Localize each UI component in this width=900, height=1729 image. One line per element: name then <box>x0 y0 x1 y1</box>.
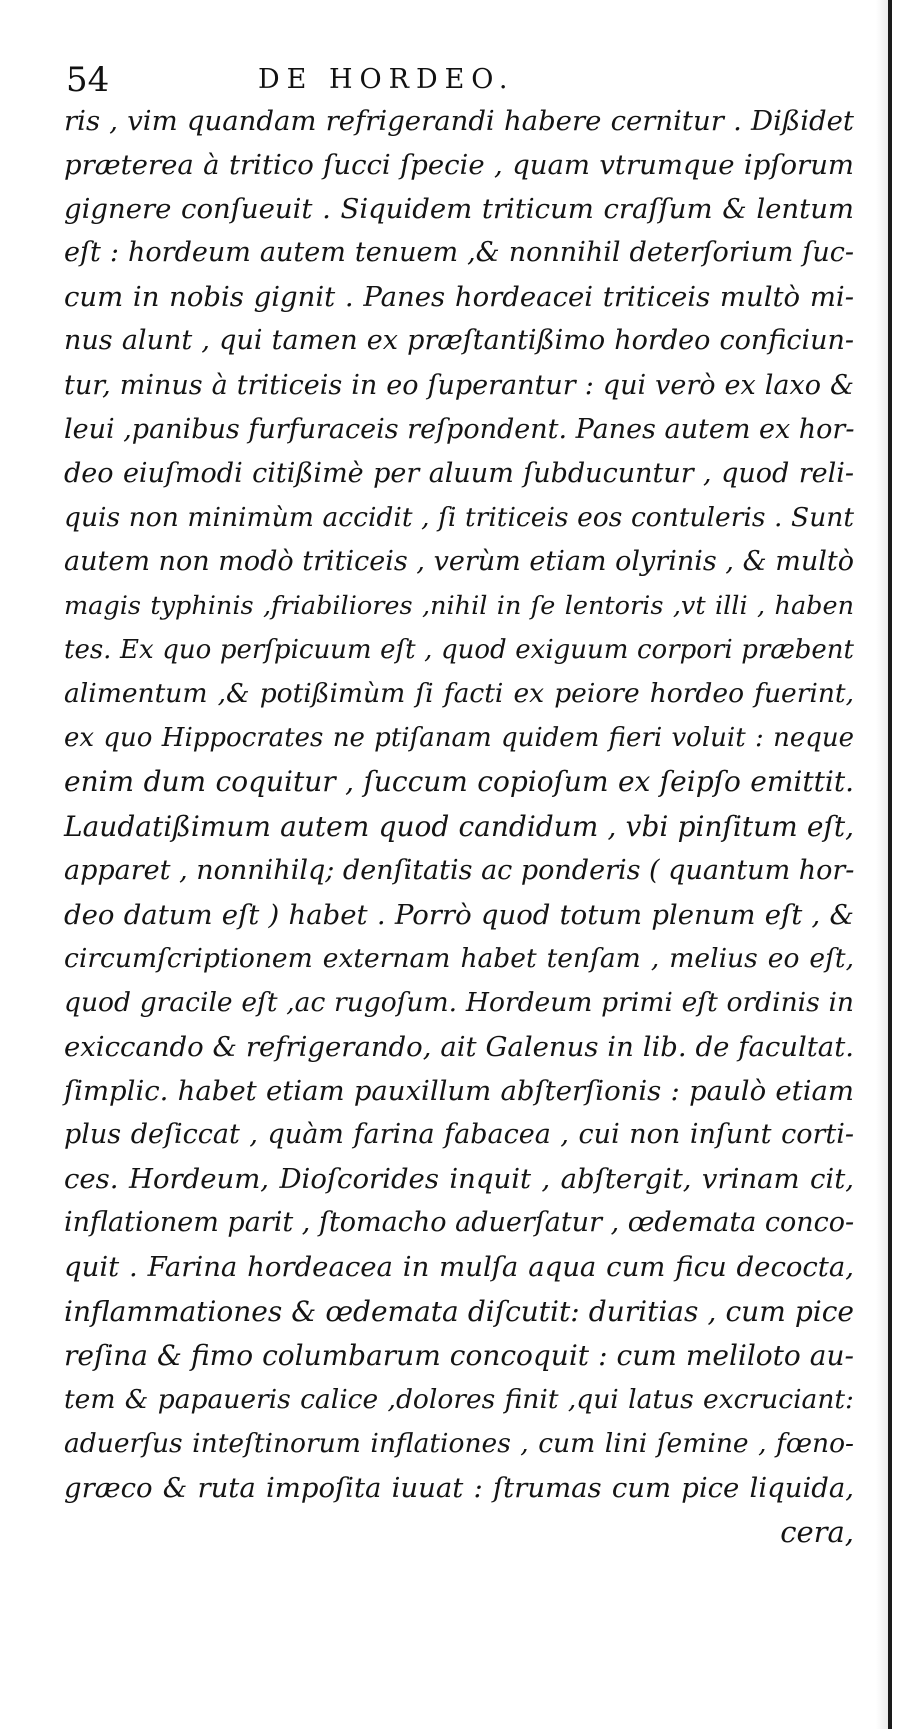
catchword: cera, <box>780 1515 854 1549</box>
text-line: deo eiuſmodi citißimè per aluum ſubducuntur , quod reli- <box>64 457 854 489</box>
text-line: inflammationes & œdemata diſcutit: duritias , cum pice <box>64 1294 854 1328</box>
text-line: deo datum eſt ) habet . Porrò quod totum plenum eſt , & <box>64 898 854 931</box>
page-header <box>66 58 866 102</box>
text-line: apparet , nonnihilq; denſitatis ac ponderis ( quantum hor- <box>64 854 855 886</box>
text-line: nus alunt , qui tamen ex præſtantißimo hordeo conficiun- <box>64 325 854 357</box>
text-line: quit . Farina hordeacea in mulſa aqua cum ficu decocta, <box>64 1251 854 1284</box>
text-line: ces. Hordeum, Dioſcorides inquit , abſtergit, vrinam cit, <box>64 1163 854 1196</box>
text-line: gignere conſueuit . Siquidem triticum craſſum & lentum <box>64 193 854 226</box>
text-line: quis non minimùm accidit , ſi triticeis eos contuleris . Sunt <box>64 501 854 533</box>
page-number: 54 <box>66 60 110 100</box>
body-text <box>64 99 854 1554</box>
running-head: DE HORDEO. <box>258 64 515 95</box>
text-line: exiccando & refrigerando, ait Galenus in lib. de facultat. <box>64 1030 854 1063</box>
text-line: enim dum coquitur , ſuccum copioſum ex ſeipſo emittit. <box>64 765 854 799</box>
text-line: circumſcriptionem externam habet tenſam , melius eo eſt, <box>64 942 854 974</box>
text-line: alimentum ,& potißimùm ſi facti ex peiore hordeo fuerint, <box>64 678 854 710</box>
text-line: tem & papaueris calice ,dolores finit ,qui latus excruciant: <box>64 1383 854 1415</box>
text-line: quod gracile eſt ,ac rugoſum. Hordeum primi eſt ordinis in <box>64 986 854 1018</box>
text-line: magis typhinis ,friabiliores ,nihil in ſe lentoris ,vt illi , haben <box>64 591 854 622</box>
text-line: leui ,panibus furfuraceis reſpondent. Panes autem ex hor- <box>64 413 855 445</box>
text-line: eſt : hordeum autem tenuem ,& nonnihil deterſorium ſuc- <box>64 237 854 269</box>
page-edge-line <box>888 0 892 1729</box>
page-gutter-shadow <box>876 0 888 1729</box>
text-line: tur, minus à triticeis in eo ſuperantur : qui verò ex laxo & <box>64 369 854 401</box>
text-line: ex quo Hippocrates ne ptiſanam quidem fieri voluit : neque <box>64 723 854 754</box>
text-line: inflationem parit , ſtomacho aduerſatur , œdemata conco- <box>64 1207 855 1239</box>
text-line: cum in nobis gignit . Panes hordeacei triticeis multò mi- <box>64 281 854 314</box>
text-line: præterea à tritico ſucci ſpecie , quam vtrumque ipſorum <box>64 149 854 182</box>
text-line: tes. Ex quo perſpicuum eſt , quod exiguum corpori præbent <box>64 635 854 666</box>
text-line: plus deſiccat , quàm farina fabacea , cui non inſunt corti- <box>64 1119 854 1151</box>
text-line: autem non modò triticeis , verùm etiam olyrinis , & multò <box>64 545 854 577</box>
text-line: ſimplic. habet etiam pauxillum abſterſionis : paulò etiam <box>64 1075 854 1108</box>
text-line: reſina & fimo columbarum concoquit : cum meliloto au- <box>64 1338 854 1372</box>
text-line: ris , vim quandam refrigerandi habere cernitur . Dißidet <box>64 105 854 137</box>
text-line: aduerſus inteſtinorum inflationes , cum lini ſemine , fœno- <box>64 1427 854 1459</box>
text-line: græco & ruta impoſita iuuat : ſtrumas cum pice liquida, <box>64 1471 854 1504</box>
text-line: Laudatißimum autem quod candidum , vbi pinſitum eſt, <box>64 809 854 843</box>
